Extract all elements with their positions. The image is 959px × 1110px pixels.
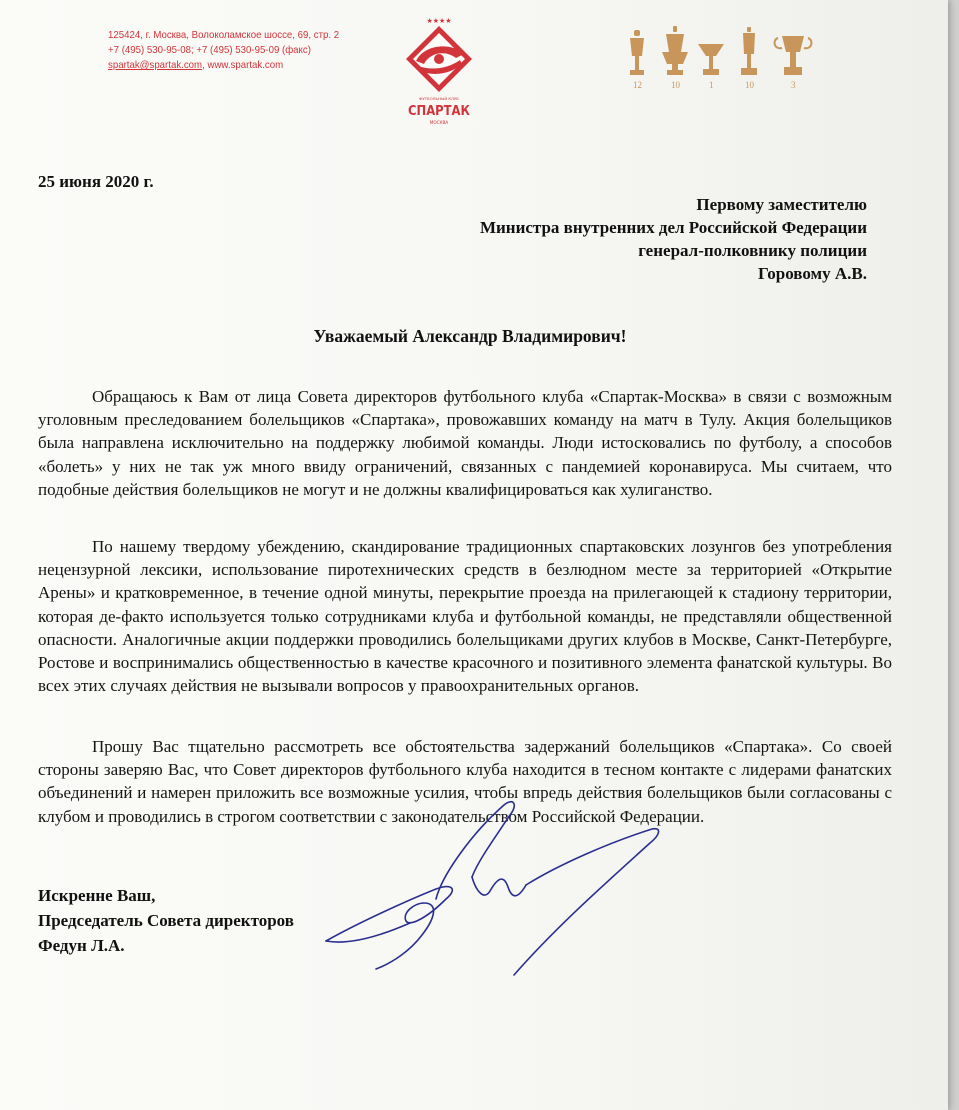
letterhead-website[interactable]: www.spartak.com (207, 59, 284, 71)
super-cup-icon (775, 36, 812, 75)
logo-city: МОСКВА (429, 120, 449, 125)
trophies-row (622, 22, 818, 94)
logo-ball-icon (434, 54, 444, 64)
addressee-line: генерал-полковнику полиции (638, 241, 867, 260)
ussr-trophy-icon (662, 26, 688, 75)
championship-trophy-icon (630, 30, 644, 75)
paragraph-1: Обращаюсь к Вам от лица Совета директоров футбольного клуба «Спартак-Москва» в связи с возможным уголовным преследованием болельщиков «Спартака», провожавших команду на матч в Тулу. Акция болельщиков была направлена исключительно на поддержку любимой команды. Люди истосковались по футболу, а способов «болеть» у них не так уж много ввиду ограничений, связанных с пандемией коронавируса. Мы считаем, что подобные действия болельщиков не могут и не должны квалифицироваться как хулиганство. (38, 387, 892, 499)
addressee-line: Горовому А.В. (757, 264, 867, 283)
trophy-count: 3 (791, 80, 796, 90)
paragraph-2: По нашему твердому убеждению, скандирование традиционных спартаковских лозунгов без употребления нецензурной лексики, использование пиротехнических средств в безлюдном месте за территорией «Открытие Арены» и кратковременное, в течение одной минуты, перекрытие проезда на прилегающей к стадиону территории, которая де-факто используется только сотрудниками клуба и футбольной команды, не представляли общественной опасности. Аналогичные акции поддержки проводились болельщиками других клубов в Москве, Санкт-Петербурге, Ростове и воспринимались общественностью в качестве красочного и позитивного элемента фанатской культуры. Во всех этих случаях действия не вызывали вопросов у правоохранительных органов. (38, 537, 892, 696)
russia-cup-icon (741, 27, 757, 75)
trophy-count: 10 (671, 80, 680, 90)
signer-title: Председатель Совета директоров (38, 911, 294, 930)
addressee-line: Министра внутренних дел Российской Федерации (479, 218, 867, 237)
logo-stars: ★★★★ (426, 17, 452, 25)
addressee-line: Первому заместителю (696, 195, 867, 214)
salutation: Уважаемый Александр Владимирович! (313, 326, 627, 346)
letterhead-web: spartak@spartak.com, www.spartak.com (108, 59, 284, 71)
letterhead-email[interactable]: spartak@spartak.com (108, 59, 203, 71)
letter-date: 25 июня 2020 г. (38, 172, 154, 191)
letterhead-contacts (108, 28, 339, 73)
spartak-logo (404, 14, 474, 132)
closing-phrase: Искренне Ваш, (38, 886, 156, 905)
trophy-count: 10 (745, 80, 754, 90)
signer-name: Федун Л.А. (38, 936, 125, 955)
trophy-count: 12 (633, 80, 642, 90)
signature (318, 795, 668, 995)
addressee-block (267, 193, 867, 285)
logo-name: СПАРТАК (408, 104, 471, 119)
closing-block (38, 883, 294, 958)
paragraph-3: Прошу Вас тщательно рассмотреть все обстоятельства задержаний болельщиков «Спартака». Со своей стороны заверяю Вас, что Совет директоров футбольного клуба находится в тесном контакте с лидерами фанатских объединений и намерен приложить все возможные усилия, чтобы впредь действия болельщиков были согласованы с клубом и проводились в строгом соответствии с законодательством Российской Федерации. (38, 737, 892, 826)
logo-top-text: ФУТБОЛЬНЫЙ КЛУБ (419, 96, 459, 101)
trophy-count: 1 (709, 80, 714, 90)
cup-trophy-icon (698, 44, 724, 75)
letterhead-address: 125424, г. Москва, Волоколамское шоссе, 69, стр. 2 (108, 29, 340, 41)
letterhead-phones: +7 (495) 530-95-08; +7 (495) 530-95-09 (факс) (108, 44, 311, 56)
